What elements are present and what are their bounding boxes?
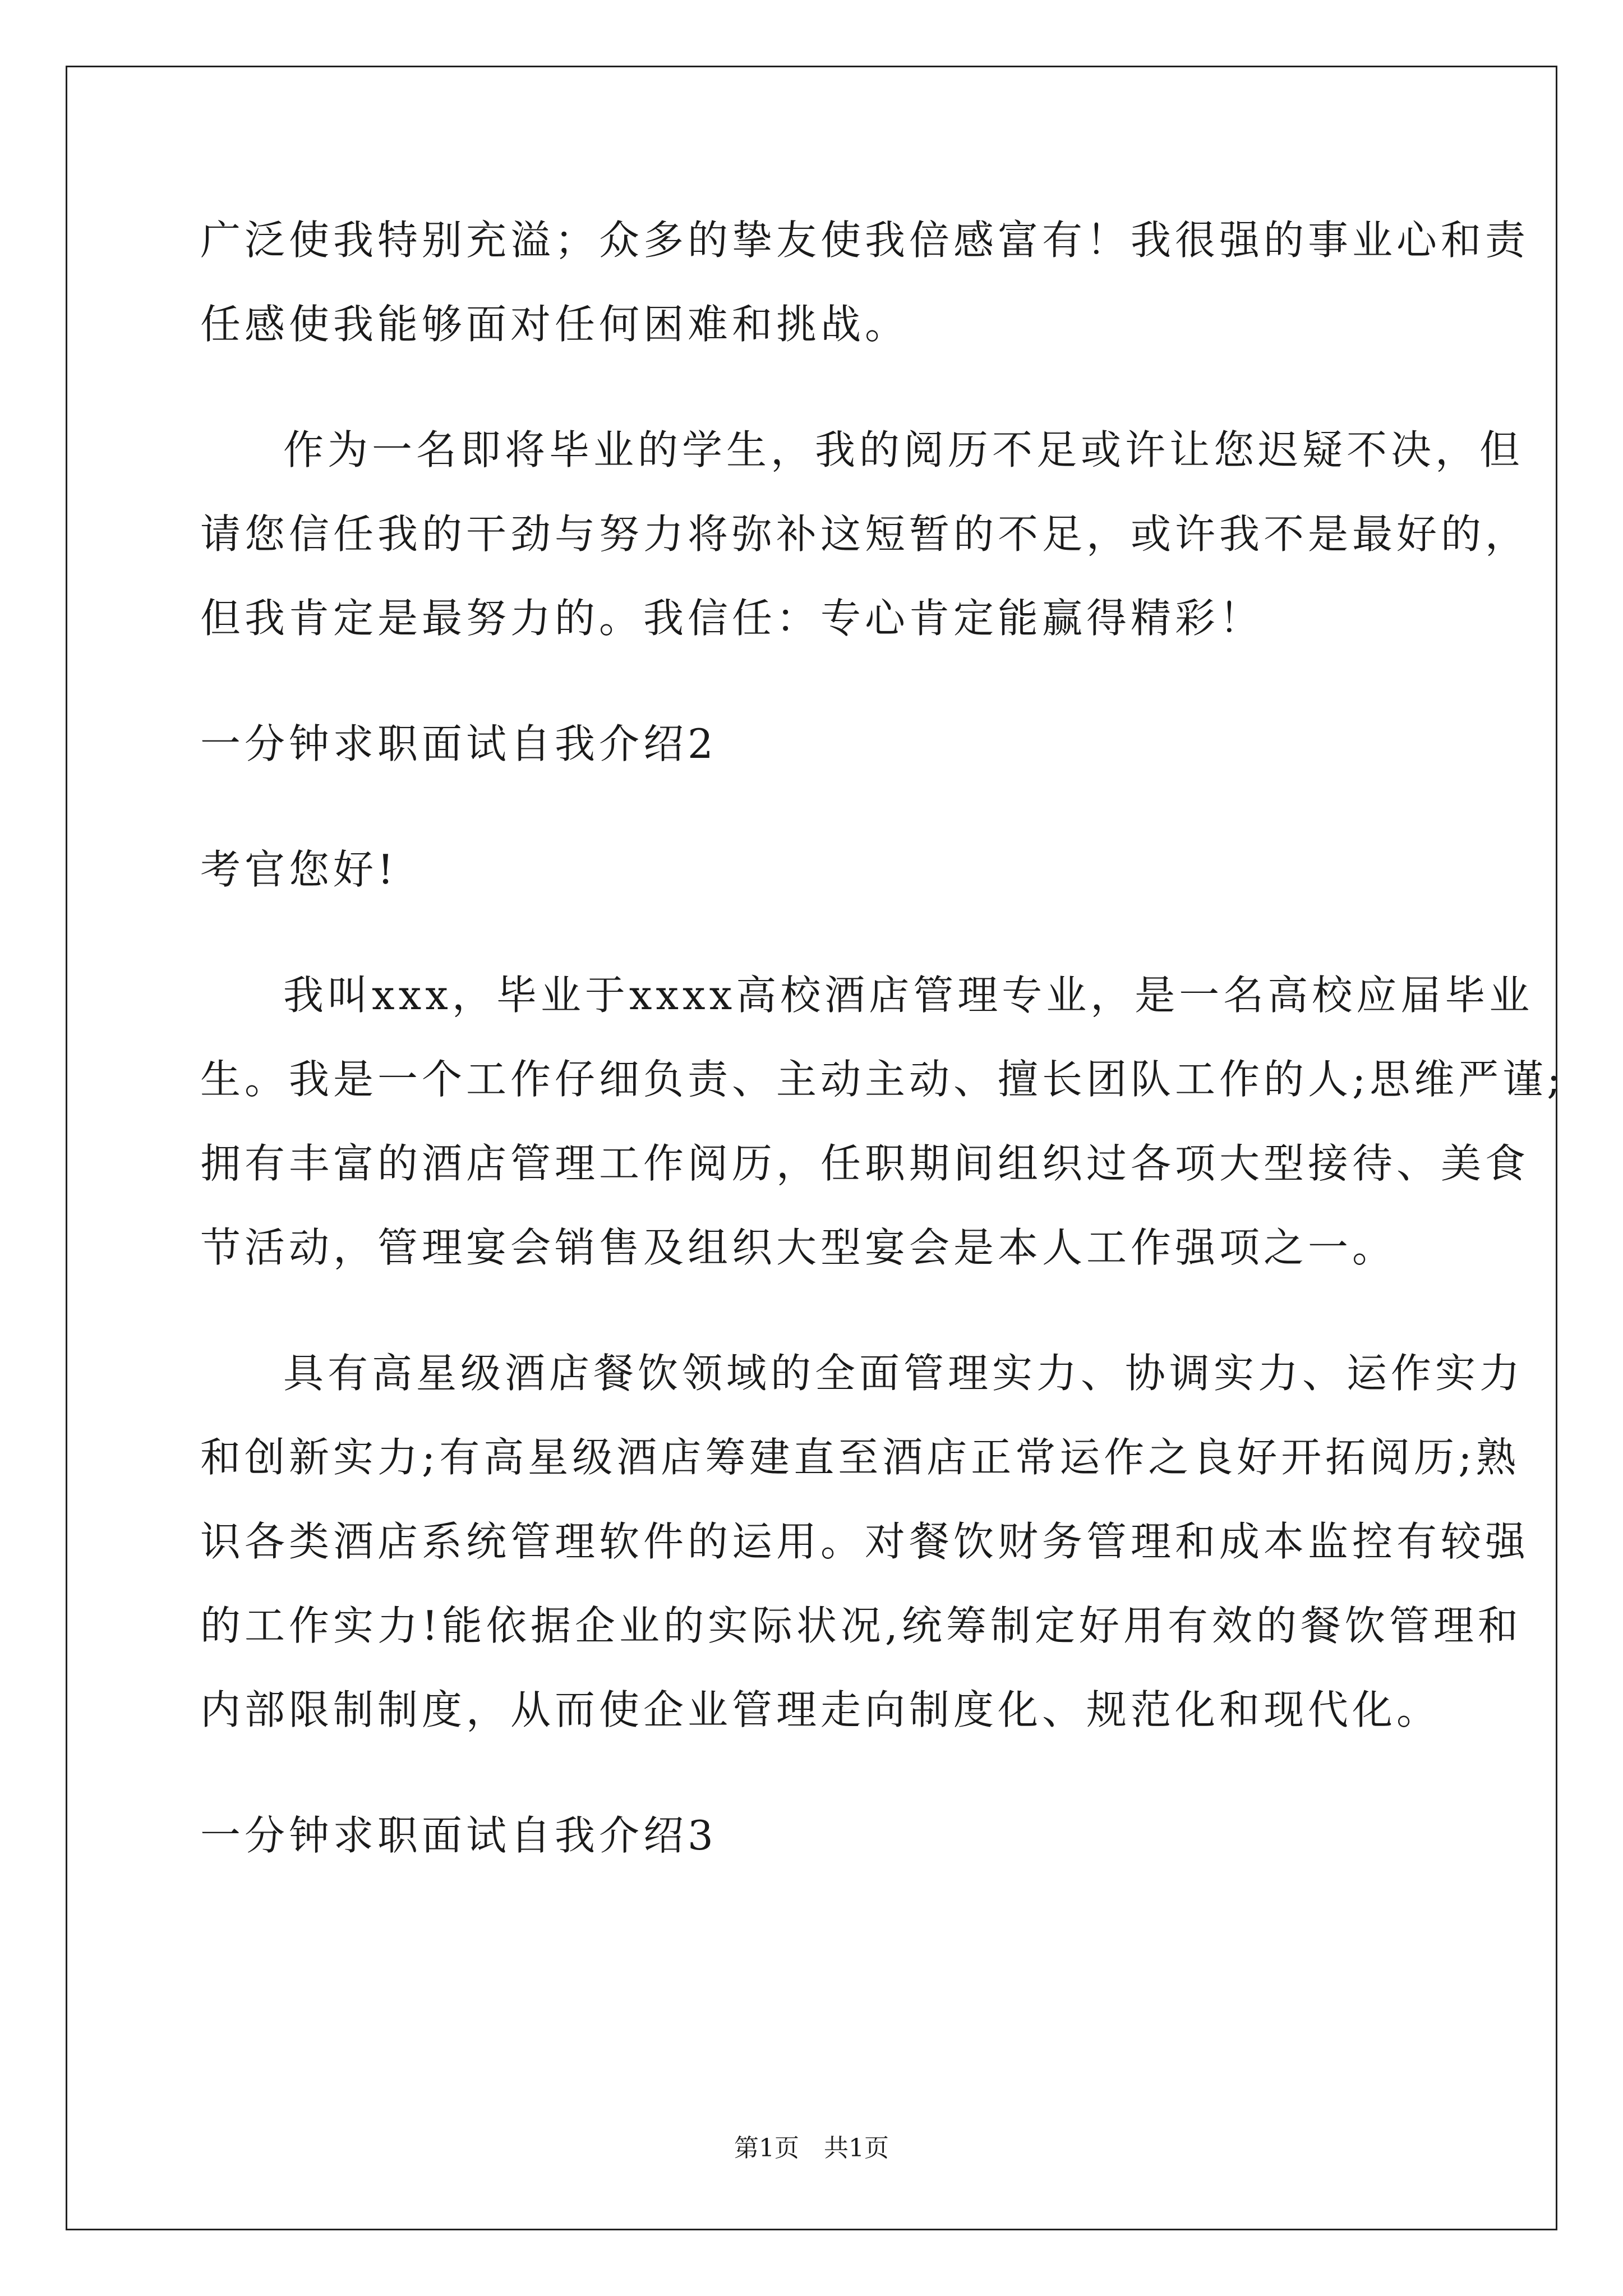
paragraph-line: 广泛使我特别充溢；众多的挚友使我倍感富有！我很强的事业心和责 [200,217,1530,264]
paragraph-line: 作为一名即将毕业的学生，我的阅历不足或许让您迟疑不决，但 [283,426,1524,473]
paragraph-line: 生。我是一个工作仔细负责、主动主动、擅长团队工作的人;思维严谨; [200,1056,1565,1103]
page-number-footer: 第1页 共1页 [734,2134,889,2162]
paragraph-line: 节活动，管理宴会销售及组织大型宴会是本人工作强项之一。 [200,1224,1397,1271]
section-heading: 一分钟求职面试自我介绍3 [200,1812,717,1859]
greeting-line: 考官您好! [200,846,398,893]
paragraph-line: 但我肯定是最努力的。我信任：专心肯定能赢得精彩！ [200,595,1264,642]
paragraph-line: 识各类酒店系统管理软件的运用。对餐饮财务管理和成本监控有较强 [200,1518,1530,1565]
paragraph-line: 拥有丰富的酒店管理工作阅历，任职期间组织过各项大型接待、美食 [200,1140,1530,1187]
paragraph-line: 具有高星级酒店餐饮领域的全面管理实力、协调实力、运作实力 [283,1350,1524,1397]
paragraph-line: 内部限制制度，从而使企业管理走向制度化、规范化和现代化。 [200,1686,1441,1733]
section-heading: 一分钟求职面试自我介绍2 [200,720,717,767]
paragraph-line: 和创新实力;有高星级酒店筹建直至酒店正常运作之良好开拓阅历;熟 [200,1434,1520,1481]
paragraph-line: 的工作实力!能依据企业的实际状况,统筹制定好用有效的餐饮管理和 [200,1602,1522,1649]
paragraph-line: 请您信任我的干劲与努力将弥补这短暂的不足，或许我不是最好的， [200,510,1530,558]
paragraph-line: 任感使我能够面对任何困难和挑战。 [200,301,910,348]
paragraph-line: 我叫xxx，毕业于xxxx高校酒店管理专业，是一名高校应届毕业 [283,972,1534,1019]
